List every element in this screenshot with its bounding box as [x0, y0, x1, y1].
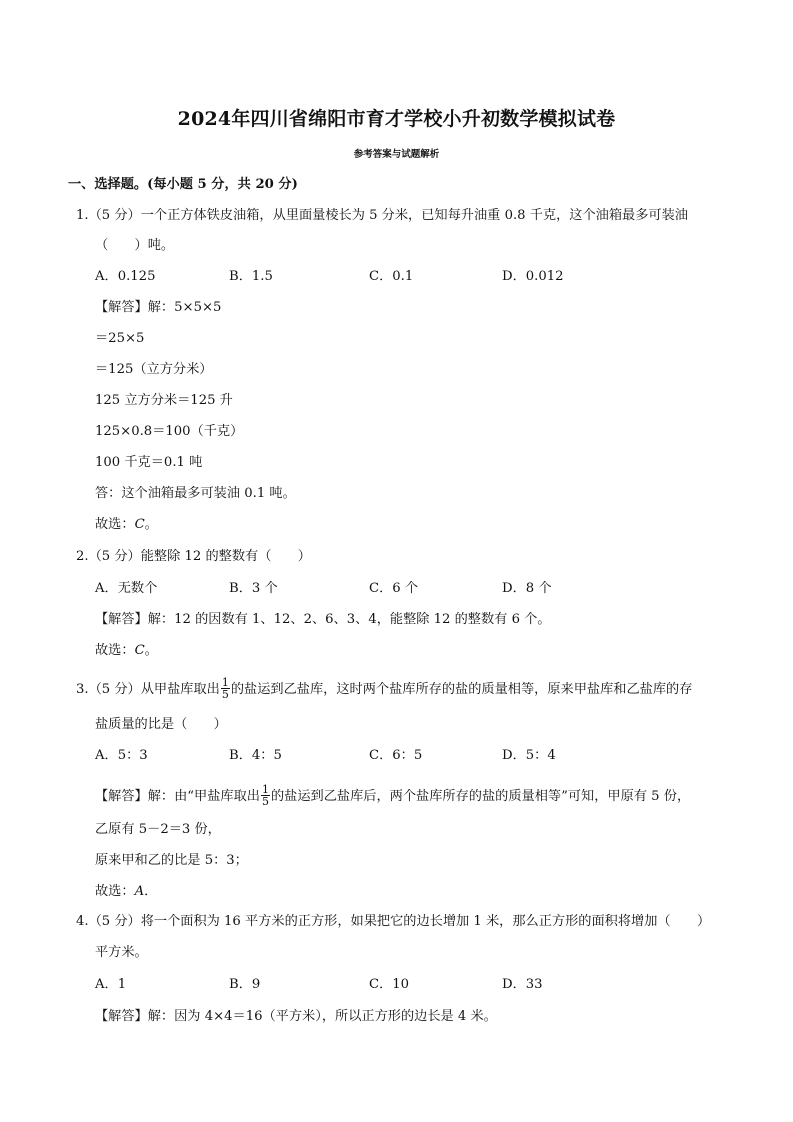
choice-prefix: 故选：: [95, 643, 135, 658]
fraction-numerator: 1: [221, 676, 229, 689]
q2-choice: [95, 642, 158, 660]
choice-letter: C: [134, 517, 145, 532]
choice-suffix: ．: [144, 884, 158, 899]
q1-option-c: C．0.1: [369, 269, 414, 284]
q3-answer-line1: [95, 785, 690, 808]
fraction: [261, 784, 270, 807]
q4-stem-line2: 平方米。: [95, 945, 148, 960]
q4-answer: 【解答】解：因为 4×4＝16（平方米），所以正方形的边长是 4 米。: [95, 1009, 497, 1024]
section-heading: 一、选择题。(每小题 5 分，共 20 分): [68, 177, 298, 192]
q4-stem-line1: 4.（5 分）将一个面积为 16 平方米的正方形，如果把它的边长增加 1 米，那么正方形的面积将增加（ ）: [76, 914, 711, 929]
q3-option-d: D．5：4: [502, 748, 556, 763]
q3-option-a: A．5：3: [95, 748, 148, 763]
q3-stem-post: 的盐运到乙盐库，这时两个盐库所存的盐的质量相等，原来甲盐库和乙盐库的存: [230, 682, 693, 697]
choice-letter: C: [134, 643, 145, 658]
q3-stem-line2: 盐质量的比是（ ）: [95, 717, 227, 732]
q2-option-a: A．无数个: [95, 581, 158, 596]
fraction-denominator: 5: [262, 795, 269, 808]
q4-option-b: B．9: [229, 977, 261, 992]
q1-answer-line: 【解答】解：5×5×5: [95, 300, 222, 315]
q3-answer-post: 的盐运到乙盐库后，两个盐库所存的盐的质量相等”可知，甲原有 5 份，: [271, 789, 691, 804]
q1-answer-line: ＝125（立方分米）: [95, 362, 213, 377]
choice-prefix: 故选：: [95, 884, 135, 899]
q1-option-b: B．1.5: [229, 269, 273, 284]
fraction: [221, 677, 230, 700]
q2-option-c: C．6 个: [369, 581, 419, 596]
q3-choice: [95, 883, 157, 901]
q2-option-d: D．8 个: [502, 581, 552, 596]
q3-option-c: C．6：5: [369, 748, 423, 763]
q1-option-a: A．0.125: [95, 269, 156, 284]
q2-answer: 【解答】解：12 的因数有 1、12、2、6、3、4，能整除 12 的整数有 6 个。: [95, 612, 551, 627]
q2-option-b: B．3 个: [229, 581, 278, 596]
q1-stem-line2: （ ）吨。: [95, 238, 175, 253]
q3-answer-line: 乙原有 5－2＝3 份，: [95, 822, 221, 837]
q3-stem-line1: [76, 678, 692, 701]
page-subtitle: 参考答案与试题解析: [353, 149, 440, 160]
q1-option-d: D．0.012: [502, 269, 564, 284]
choice-suffix: 。: [144, 643, 158, 658]
q1-choice: [95, 516, 158, 534]
fraction-denominator: 5: [221, 688, 229, 701]
q2-stem: 2.（5 分）能整除 12 的整数有（ ）: [76, 549, 311, 564]
q4-option-a: A．1: [95, 977, 127, 992]
q1-answer-line: 100 千克＝0.1 吨: [95, 455, 203, 470]
choice-prefix: 故选：: [95, 517, 135, 532]
q3-stem-pre: 3.（5 分）从甲盐库取出: [76, 682, 220, 697]
q1-answer-line: 125 立方分米＝125 升: [95, 393, 233, 408]
q3-answer-pre: 【解答】解：由“甲盐库取出: [95, 789, 260, 804]
q3-option-b: B．4：5: [229, 748, 282, 763]
q3-answer-line: 原来甲和乙的比是 5：3；: [95, 853, 248, 868]
choice-suffix: 。: [144, 517, 158, 532]
q1-answer-line: ＝25×5: [95, 331, 145, 346]
q1-answer-line: 答：这个油箱最多可装油 0.1 吨。: [95, 486, 296, 501]
choice-letter: A: [134, 884, 145, 899]
q1-answer-line: 125×0.8＝100（千克）: [95, 424, 244, 439]
q4-option-c: C．10: [369, 977, 410, 992]
q1-stem-line1: 1.（5 分）一个正方体铁皮油箱，从里面量棱长为 5 分米，已知每升油重 0.8 千克，这个油箱最多可装油: [76, 208, 688, 223]
q4-option-d: D．33: [502, 977, 543, 992]
fraction-numerator: 1: [262, 783, 269, 796]
page-title: 2024年四川省绵阳市育才学校小升初数学模拟试卷: [177, 108, 616, 130]
